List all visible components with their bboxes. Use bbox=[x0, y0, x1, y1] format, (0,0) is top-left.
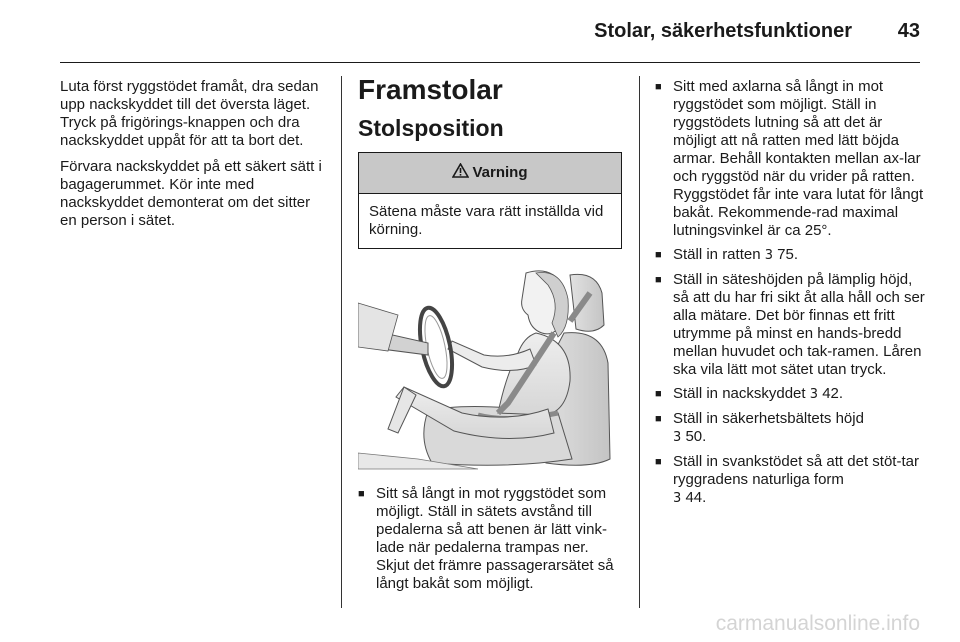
column-middle bbox=[358, 74, 622, 599]
instruction-list bbox=[358, 485, 622, 593]
warning-text: Sätena måste vara rätt inställda vid körning. bbox=[369, 203, 604, 238]
section-title: Framstolar bbox=[358, 74, 503, 105]
column-right bbox=[655, 78, 927, 514]
page-reference-icon: 3 bbox=[764, 248, 773, 263]
page-number: 43 bbox=[897, 20, 920, 42]
warning-label: Varning bbox=[472, 164, 528, 181]
page-title: Stolar, säkerhetsfunktioner bbox=[594, 20, 852, 42]
list-item: ■ Ställ in svankstödet så att det stöt-tar ryggradens naturliga form 3 44. bbox=[655, 453, 927, 508]
paragraph: Luta först ryggstödet framåt, dra sedan upp nackskyddet till det översta läget. Tryck på frigörings-knappen och dra nackskyddet uppåt för att ta bort det. bbox=[60, 78, 319, 149]
page-header bbox=[60, 0, 920, 63]
column-left bbox=[60, 78, 330, 238]
page-reference-icon: 3 bbox=[673, 430, 682, 445]
list-item: ■ Ställ in ratten 3 75. bbox=[655, 246, 927, 265]
watermark: carmanualsonline.info bbox=[715, 612, 920, 635]
subsection-title: Stolsposition bbox=[358, 115, 504, 141]
paragraph: Förvara nackskyddet på ett säkert sätt i bagagerummet. Kör inte med nackskyddet demonterat om det sitter en person i sätet. bbox=[60, 158, 322, 229]
warning-box bbox=[358, 152, 622, 249]
instruction-list bbox=[655, 78, 927, 508]
list-item: ■ Sitt så långt in mot ryggstödet som möjligt. Ställ in sätets avstånd till pedalerna så att benen är lätt vink-lade när pedalerna trampas ner. Skjut det främre passagerarsätet så långt bakåt som möjligt. bbox=[358, 485, 622, 593]
list-item: ■ Sitt med axlarna så långt in mot ryggstödet som möjligt. Ställ in ryggstödets lutning så att det är möjligt att nå ratten med lätt böjda armar. Behåll kontakten mellan ax-lar och ryggstöd när du vrider på ratten. Ryggstödet får inte vara lutat för långt bakåt. Rekommende-rad maximal lutningsvinkel är ca 25°. bbox=[655, 78, 927, 240]
column-divider bbox=[341, 76, 342, 608]
seat-position-illustration bbox=[358, 263, 622, 471]
warning-header bbox=[359, 153, 621, 194]
list-item: ■ Ställ in säkerhetsbältets höjd 3 50. bbox=[655, 410, 927, 447]
driver-seat-drawing bbox=[358, 263, 622, 471]
column-divider bbox=[639, 76, 640, 608]
page-reference-icon: 3 bbox=[673, 491, 682, 506]
warning-triangle-icon bbox=[452, 163, 469, 183]
page-reference-icon: 3 bbox=[809, 387, 819, 402]
list-item: ■ Ställ in säteshöjden på lämplig höjd, så att du har fri sikt åt alla håll och ser alla mätare. Det bör finnas ett fritt utrymme på minst en hands-bredd mellan huvudet och tak-ramen. Låren ska vila lätt mot sätet utan tryck. bbox=[655, 271, 927, 379]
list-item: ■ Ställ in nackskyddet 3 42. bbox=[655, 385, 927, 404]
